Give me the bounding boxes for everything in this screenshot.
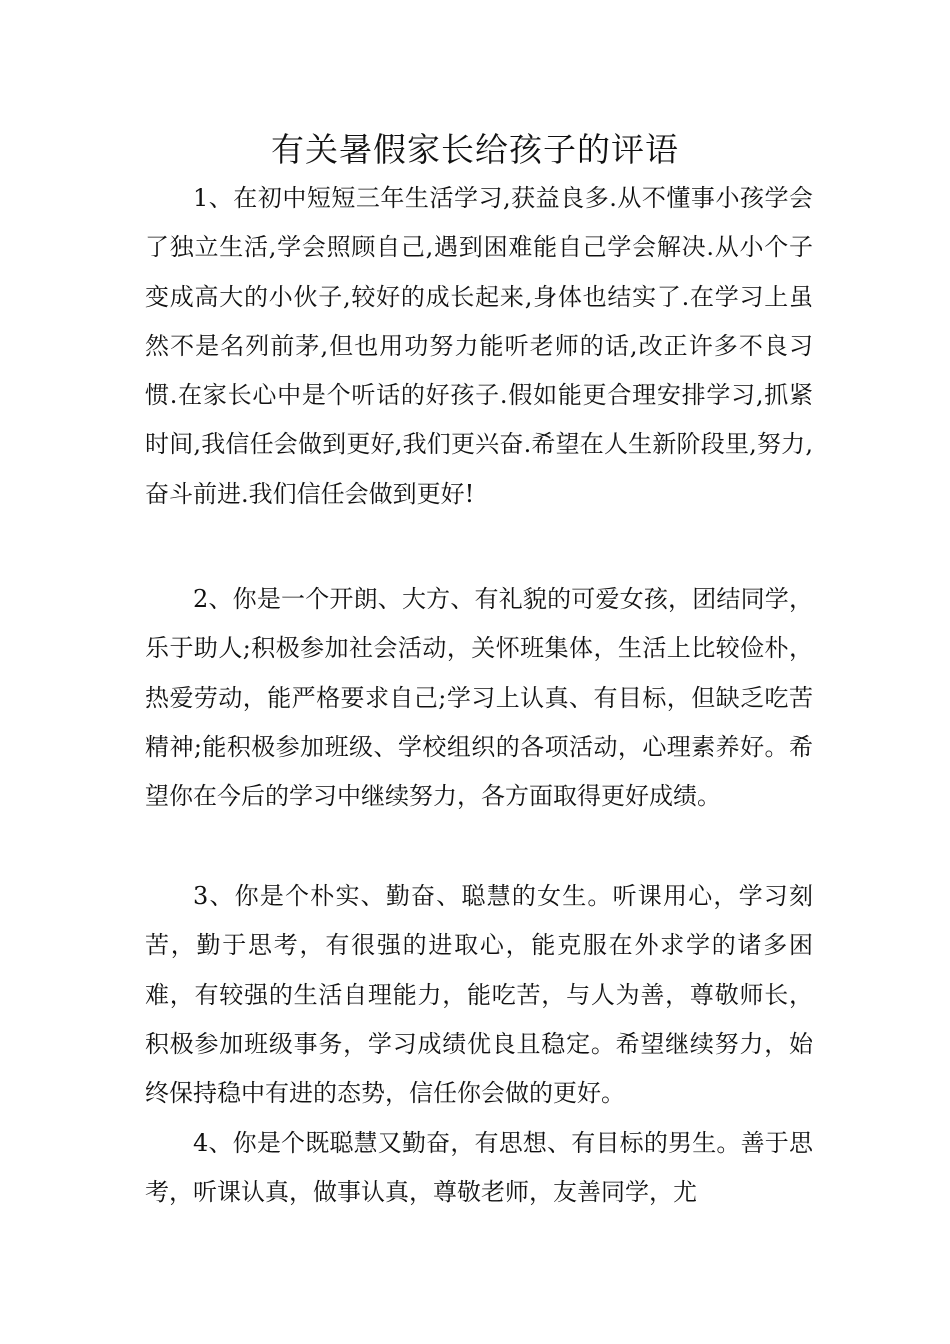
document-title: 有关暑假家长给孩子的评语 [271,130,679,169]
paragraph-1: 1、在初中短短三年生活学习,获益良多.从不懂事小孩学会了独立生活,学会照顾自己,遇到困难能自己学会解决.从小个子变成高大的小伙子,较好的成长起来,身体也结实了.在学习上虽然不是名列前茅,但也用功努力能听老师的话,改正许多不良习惯.在家长心中是个听话的好孩子.假如能更合理安排学习,抓紧时间,我信任会做到更好,我们更兴奋.希望在人生新阶段里,努力,奋斗前进.我们信任会做到更好! [145,184,813,508]
paragraph-4: 4、你是个既聪慧又勤奋，有思想、有目标的男生。善于思考，听课认真，做事认真，尊敬老师，友善同学，尤 [145,1129,813,1207]
paragraph-2: 2、你是一个开朗、大方、有礼貌的可爱女孩，团结同学，乐于助人;积极参加社会活动，关怀班集体，生活上比较俭朴，热爱劳动，能严格要求自己;学习上认真、有目标，但缺乏吃苦精神;能积极参加班级、学校组织的各项活动，心理素养好。希望你在今后的学习中继续努力，各方面取得更好成绩。 [145,585,813,811]
paragraph-3: 3、你是个朴实、勤奋、聪慧的女生。听课用心，学习刻苦，勤于思考，有很强的进取心，能克服在外求学的诸多困难，有较强的生活自理能力，能吃苦，与人为善，尊敬师长，积极参加班级事务，学习成绩优良且稳定。希望继续努力，始终保持稳中有进的态势，信任你会做的更好。 [145,882,813,1108]
